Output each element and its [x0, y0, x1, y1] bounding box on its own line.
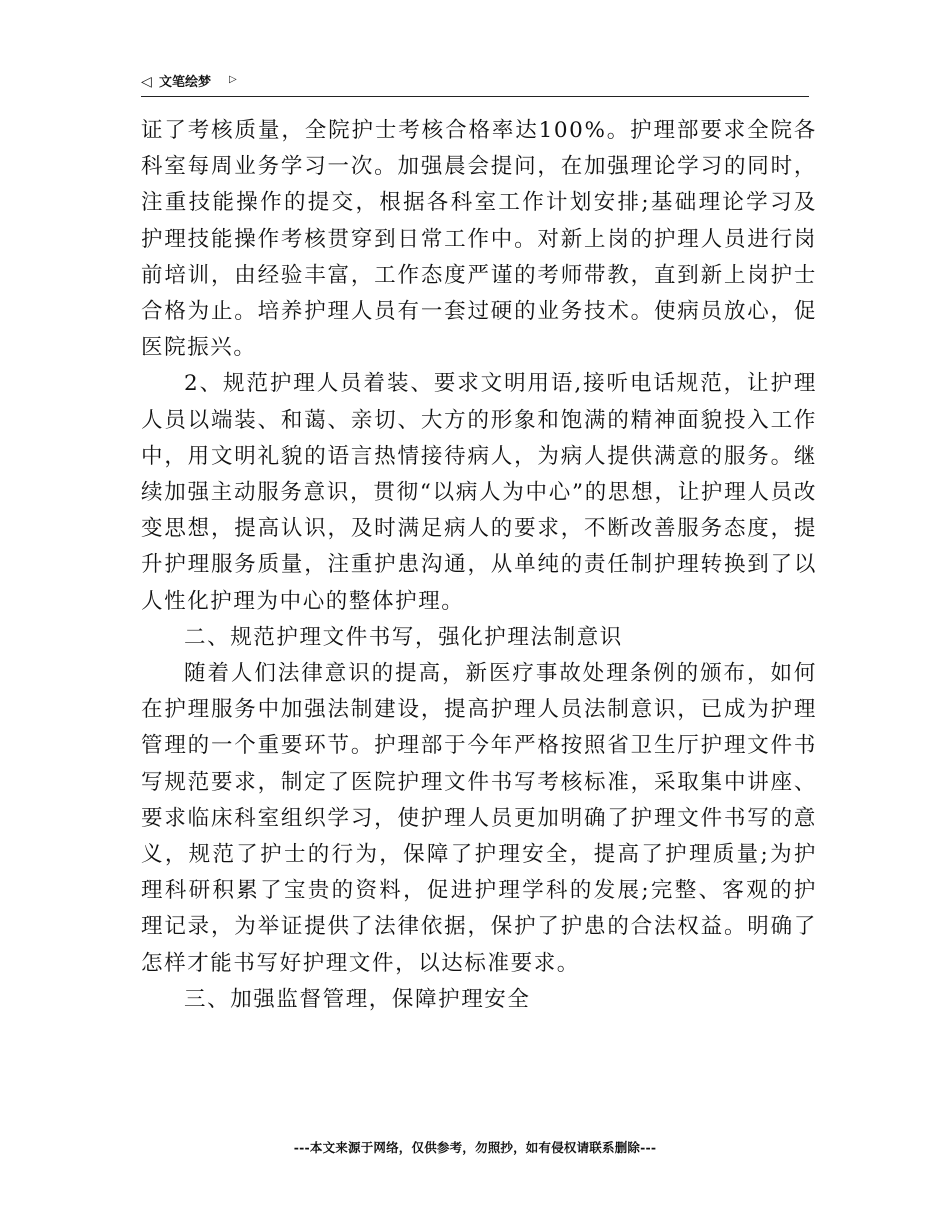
section-heading-2: 二、规范护理文件书写，强化护理法制意识: [184, 624, 623, 650]
document-body: [141, 113, 817, 1018]
section-heading-3: 三、加强监督管理，保障护理安全: [184, 986, 531, 1012]
paragraph-legal-awareness: 随着人们法律意识的提高，新医疗事故处理条例的颁布，如何在护理服务中加强法制建设，提高护理人员法制意识，已成为护理管理的一个重要环节。护理部于今年严格按照省卫生厅护理文件书写规范要求，制定了医院护理文件书写考核标准，采取集中讲座、要求临床科室组织学习，使护理人员更加明确了护理文件书写的意义，规范了护士的行为，保障了护理安全，提高了护理质量;为护理科研积累了宝贵的资料，促进护理学科的发展;完整、客观的护理记录，为举证提供了法律依据，保护了护患的合法权益。明确了怎样才能书写好护理文件，以达标准要求。: [141, 661, 817, 976]
page-footer-disclaimer: ---本文来源于网络，仅供参考，勿照抄，如有侵权请联系删除---: [293, 1140, 657, 1155]
paragraph-item-2: 2、规范护理人员着装、要求文明用语,接听电话规范，让护理人员以端装、和蔼、亲切、大方的形象和饱满的精神面貌投入工作中，用文明礼貌的语言热情接待病人，为病人提供满意的服务。继续加强主动服务意识，贯彻“以病人为中心”的思想，让护理人员改变思想，提高认识，及时满足病人的要求，不断改善服务态度，提升护理服务质量，注重护患沟通，从单纯的责任制护理转换到了以人性化护理为中心的整体护理。: [141, 371, 817, 614]
triangle-left-icon: ◁: [141, 74, 152, 90]
page-header: [141, 72, 809, 97]
triangle-right-icon: ▷: [229, 74, 237, 85]
paragraph-continuation: 证了考核质量，全院护士考核合格率达100%。护理部要求全院各科室每周业务学习一次。加强晨会提问，在加强理论学习的同时，注重技能操作的提交，根据各科室工作计划安排;基础理论学习及护理技能操作考核贯穿到日常工作中。对新上岗的护理人员进行岗前培训，由经验丰富，工作态度严谨的考师带教，直到新上岗护士合格为止。培养护理人员有一套过硬的业务技术。使病员放心，促医院振兴。: [141, 118, 817, 361]
header-brand: 文笔绘梦: [159, 75, 212, 90]
